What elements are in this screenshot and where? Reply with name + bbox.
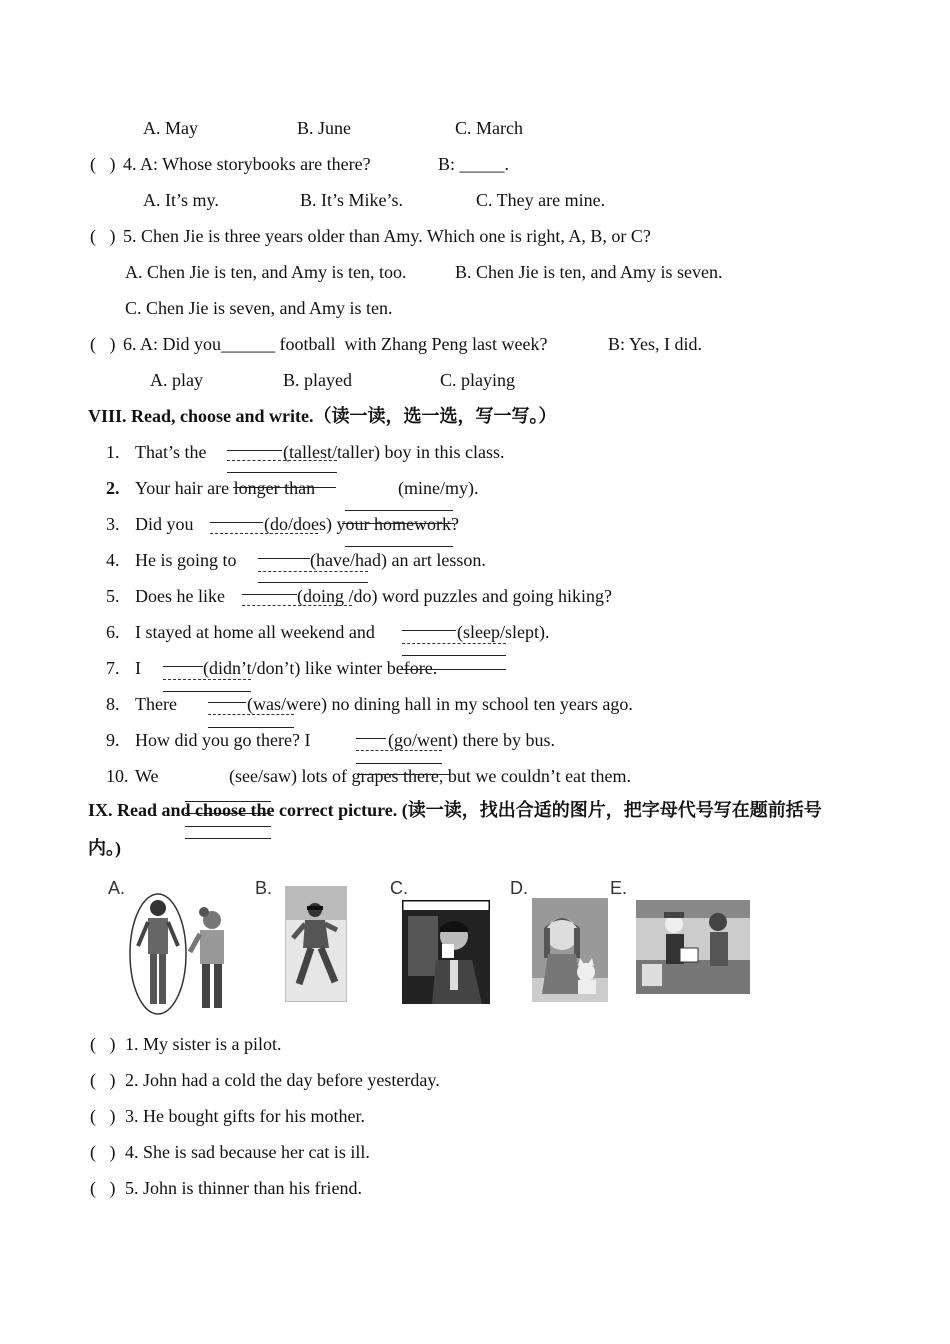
sad-girl-with-cat-image: [532, 898, 608, 1002]
q4-option-a: A. It’s my.: [143, 190, 219, 210]
s8-item-7-pre: I: [135, 658, 141, 678]
picture-a: [108, 878, 238, 1018]
s8-item-7-num: 7.: [106, 658, 120, 678]
s9-item-1-text: 1. My sister is a pilot.: [125, 1034, 282, 1054]
s9-item-5-paren: ( ): [90, 1178, 116, 1198]
picture-d: [510, 878, 620, 1018]
picture-b: [255, 878, 355, 1018]
q5-stem: 5. Chen Jie is three years older than Amy. Which one is right, A, B, or C?: [123, 226, 651, 246]
picture-c-label: C.: [390, 878, 408, 898]
q5-option-c: C. Chen Jie is seven, and Amy is ten.: [125, 298, 393, 318]
s8-item-5-post: (doing /do) word puzzles and going hiking?: [297, 586, 612, 606]
s8-item-5-pre: Does he like: [135, 586, 225, 606]
picture-c: [390, 878, 500, 1018]
s8-item-8-num: 8.: [106, 694, 120, 714]
s9-item-4-text: 4. She is sad because her cat is ill.: [125, 1142, 370, 1162]
q4-option-c: C. They are mine.: [476, 190, 606, 210]
s8-item-10-pre: We: [135, 766, 159, 786]
s8-item-6-num: 6.: [106, 622, 120, 642]
s9-item-4-paren: ( ): [90, 1142, 116, 1162]
two-boys-comparison-image: [126, 890, 236, 1015]
picture-e: [610, 878, 760, 1018]
s8-item-2-num: 2.: [106, 478, 120, 498]
q6-option-c: C. playing: [440, 370, 515, 390]
s9-item-3-text: 3. He bought gifts for his mother.: [125, 1106, 365, 1126]
s9-item-1-paren: ( ): [90, 1034, 116, 1054]
s8-item-8-post: (was/were) no dining hall in my school ten years ago.: [247, 694, 633, 714]
s9-item-2-paren: ( ): [90, 1070, 116, 1090]
q6-option-a: A. play: [150, 370, 203, 390]
s8-item-9-pre: How did you go there? I: [135, 730, 311, 750]
q5-option-b: B. Chen Jie is ten, and Amy is seven.: [455, 262, 723, 282]
q6-paren: ( ): [90, 334, 116, 354]
s8-item-4-pre: He is going to: [135, 550, 237, 570]
q4-paren: ( ): [90, 154, 116, 174]
q4-answer-prefix: B: _____.: [438, 154, 510, 174]
s8-item-5-num: 5.: [106, 586, 120, 606]
q6-answer: B: Yes, I did.: [608, 334, 703, 354]
s8-item-2-pre: Your hair are longer than: [135, 478, 316, 498]
s8-item-2-post: (mine/my).: [398, 478, 479, 498]
s8-item-1-pre: That’s the: [135, 442, 207, 462]
q4-option-b: B. It’s Mike’s.: [300, 190, 404, 210]
s8-item-6-post: (sleep/slept).: [457, 622, 550, 642]
q3-option-b: B. June: [297, 118, 351, 138]
section-9-title-line-1: IX. Read and choose the correct picture. (读一读，找出合适的图片，把字母代号写在题前括号: [88, 800, 822, 820]
s8-item-10-post: (see/saw) lots of grapes there, but we couldn’t eat them.: [229, 766, 632, 786]
s8-item-4-num: 4.: [106, 550, 120, 570]
s8-item-10-num: 10.: [106, 766, 129, 786]
picture-a-label: A.: [108, 878, 126, 898]
pilot-running-image: [285, 886, 347, 1002]
s8-item-9-post: (go/went) there by bus.: [388, 730, 555, 750]
section-8-title: VIII. Read, choose and write.（读一读，选一选，写一写。）: [88, 406, 557, 426]
s8-item-7-post: (didn’t/don’t) like winter before.: [203, 658, 438, 678]
q5-paren: ( ): [90, 226, 116, 246]
q3-option-a: A. May: [143, 118, 198, 138]
picture-b-label: B.: [255, 878, 273, 898]
s9-item-5-text: 5. John is thinner than his friend.: [125, 1178, 362, 1198]
q6-option-b: B. played: [283, 370, 352, 390]
s8-item-8-pre: There: [135, 694, 177, 714]
s9-item-3-paren: ( ): [90, 1106, 116, 1126]
s8-item-1-num: 1.: [106, 442, 120, 462]
q5-option-a: A. Chen Jie is ten, and Amy is ten, too.: [125, 262, 407, 282]
s8-item-3-post: (do/does) your homework?: [264, 514, 459, 534]
s8-item-3-pre: Did you: [135, 514, 194, 534]
s8-item-4-post: (have/had) an art lesson.: [310, 550, 486, 570]
man-with-cold-image: [402, 900, 490, 1004]
s8-item-6-pre: I stayed at home all weekend and: [135, 622, 375, 642]
s8-item-3-num: 3.: [106, 514, 120, 534]
s9-item-2-text: 2. John had a cold the day before yesterday.: [125, 1070, 440, 1090]
q6-stem: 6. A: Did you______ football with Zhang Peng last week?: [123, 334, 548, 354]
section-9-title-line-2: 内。): [88, 838, 121, 858]
s8-item-1-post: (tallest/taller) boy in this class.: [283, 442, 505, 462]
picture-e-label: E.: [610, 878, 628, 898]
picture-d-label: D.: [510, 878, 528, 898]
picture-options: [100, 878, 760, 1018]
q3-option-c: C. March: [455, 118, 523, 138]
buying-gifts-image: [636, 900, 750, 994]
s8-item-9-num: 9.: [106, 730, 120, 750]
q4-stem: 4. A: Whose storybooks are there?: [123, 154, 371, 174]
